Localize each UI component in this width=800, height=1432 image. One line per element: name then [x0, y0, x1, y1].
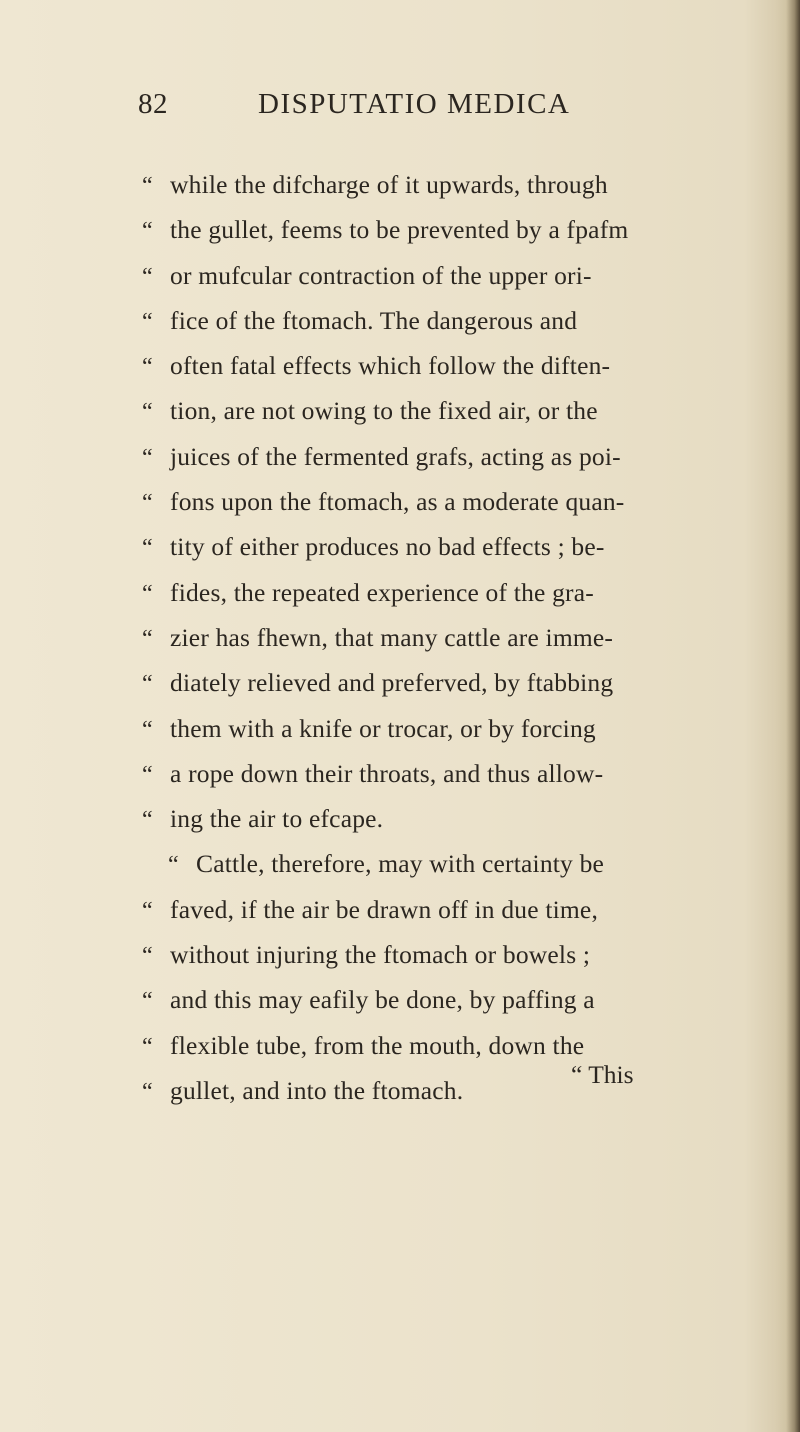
text-line — [142, 298, 742, 343]
text-line — [142, 162, 742, 207]
text-line — [142, 253, 742, 298]
line-text: zier has fhewn, that many cattle are imme- — [170, 622, 614, 652]
quote-mark: “ — [142, 671, 153, 698]
quote-mark: “ — [142, 535, 153, 562]
text-line — [142, 615, 742, 660]
quote-mark: “ — [142, 625, 153, 652]
text-line — [142, 977, 742, 1022]
quote-mark: “ — [142, 490, 153, 517]
line-text: ing the air to efcape. — [170, 804, 384, 834]
line-text: diately relieved and preferved, by ftabbing — [170, 668, 614, 698]
line-text: without injuring the ftomach or bowels ; — [170, 940, 591, 970]
text-line — [142, 751, 742, 796]
line-text: fides, the repeated experience of the gra- — [170, 577, 594, 607]
quote-mark: “ — [142, 716, 153, 743]
page-edge-shadow — [786, 0, 800, 1432]
text-line — [142, 524, 742, 569]
line-text: a rope down their throats, and thus allow- — [170, 758, 604, 788]
text-line — [142, 1023, 742, 1068]
page-number: 82 — [138, 88, 168, 120]
line-text: while the difcharge of it upwards, through — [170, 170, 608, 199]
text-line — [142, 932, 742, 977]
quote-mark: “ — [168, 852, 179, 879]
line-text: often fatal effects which follow the diften- — [170, 351, 611, 381]
quote-mark: “ — [142, 263, 153, 290]
text-line — [142, 1068, 742, 1113]
text-line — [142, 570, 742, 615]
quote-mark: “ — [142, 1078, 153, 1105]
quote-mark: “ — [142, 308, 153, 335]
text-line — [142, 796, 742, 841]
page-header — [0, 88, 800, 128]
catchword: “ This — [571, 1060, 634, 1089]
text-line — [142, 887, 742, 932]
quote-mark: “ — [142, 1033, 153, 1060]
text-line — [142, 343, 742, 388]
line-text: them with a knife or trocar, or by forcing — [170, 713, 596, 743]
quote-mark: “ — [142, 173, 153, 199]
quote-mark: “ — [142, 897, 153, 924]
text-line — [142, 479, 742, 524]
quote-mark: “ — [142, 988, 153, 1015]
quote-mark: “ — [142, 399, 153, 426]
quote-mark: “ — [142, 218, 153, 245]
text-line — [142, 388, 742, 433]
line-text: tion, are not owing to the fixed air, or the — [170, 396, 598, 426]
line-text: or mufcular contraction of the upper ori- — [170, 260, 592, 290]
line-text: fice of the ftomach. The dangerous and — [170, 305, 578, 335]
line-text: tity of either produces no bad effects ; be- — [170, 532, 605, 562]
line-text: flexible tube, from the mouth, down the — [170, 1030, 585, 1060]
quote-mark: “ — [142, 807, 153, 834]
line-text: gullet, and into the ftomach. — [170, 1075, 464, 1105]
line-text: juices of the fermented grafs, acting as poi- — [170, 441, 621, 471]
line-text: fons upon the ftomach, as a moderate quan- — [170, 487, 625, 517]
text-line — [142, 434, 742, 479]
quote-mark: “ — [142, 580, 153, 607]
quote-mark: “ — [142, 761, 153, 788]
line-text: and this may eafily be done, by paffing a — [170, 985, 595, 1015]
text-line — [142, 660, 742, 705]
line-text: the gullet, feems to be prevented by a fpafm — [170, 215, 629, 245]
line-text: faved, if the air be drawn off in due time, — [170, 894, 599, 924]
text-line — [142, 841, 742, 886]
running-head: DISPUTATIO MEDICA — [258, 88, 571, 120]
quote-mark: “ — [142, 354, 153, 381]
body-text — [142, 162, 742, 1113]
quote-mark: “ — [142, 444, 153, 471]
text-line — [142, 706, 742, 751]
line-text: Cattle, therefore, may with certainty be — [196, 849, 605, 879]
quote-mark: “ — [142, 943, 153, 970]
text-line — [142, 207, 742, 252]
